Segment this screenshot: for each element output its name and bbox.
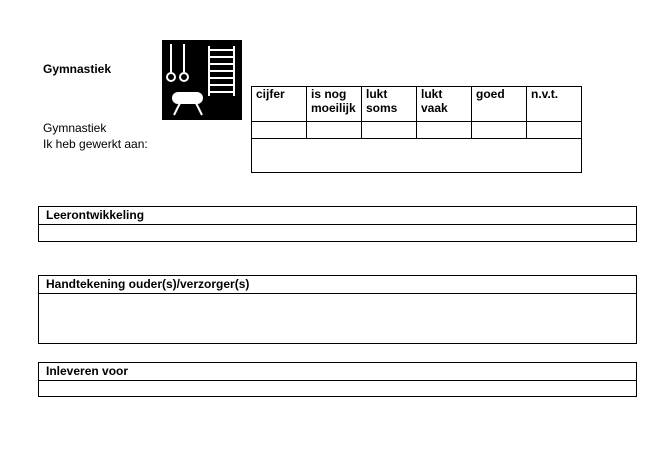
col-header-goed: goed [472, 87, 527, 122]
grade-cell-soms[interactable] [362, 122, 417, 139]
subject-label: Gymnastiek [43, 121, 107, 135]
page-title: Gymnastiek [43, 62, 112, 76]
deadline-field[interactable] [39, 381, 636, 396]
col-header-soms: lukt soms [362, 87, 417, 122]
worked-on-label: Ik heb gewerkt aan: [43, 137, 148, 151]
grade-cell-moeilijk[interactable] [307, 122, 362, 139]
col-header-moeilijk: is nog moeilijk [307, 87, 362, 122]
development-header: Leerontwikkeling [39, 207, 636, 225]
col-header-cijfer: cijfer [252, 87, 307, 122]
deadline-header: Inleveren voor [39, 363, 636, 381]
grade-cell-cijfer[interactable] [252, 122, 307, 139]
worked-on-field[interactable] [252, 139, 582, 173]
deadline-section [38, 362, 637, 397]
development-section [38, 206, 637, 242]
gymnastics-icon [162, 40, 242, 120]
signature-field[interactable] [39, 294, 636, 343]
col-header-vaak: lukt vaak [417, 87, 472, 122]
subject-block [43, 120, 148, 152]
development-field[interactable] [39, 225, 636, 241]
grade-cell-nvt[interactable] [527, 122, 582, 139]
signature-header: Handtekening ouder(s)/verzorger(s) [39, 276, 636, 294]
grades-table [251, 86, 582, 173]
signature-section [38, 275, 637, 344]
grade-cell-goed[interactable] [472, 122, 527, 139]
col-header-nvt: n.v.t. [527, 87, 582, 122]
grade-cell-vaak[interactable] [417, 122, 472, 139]
